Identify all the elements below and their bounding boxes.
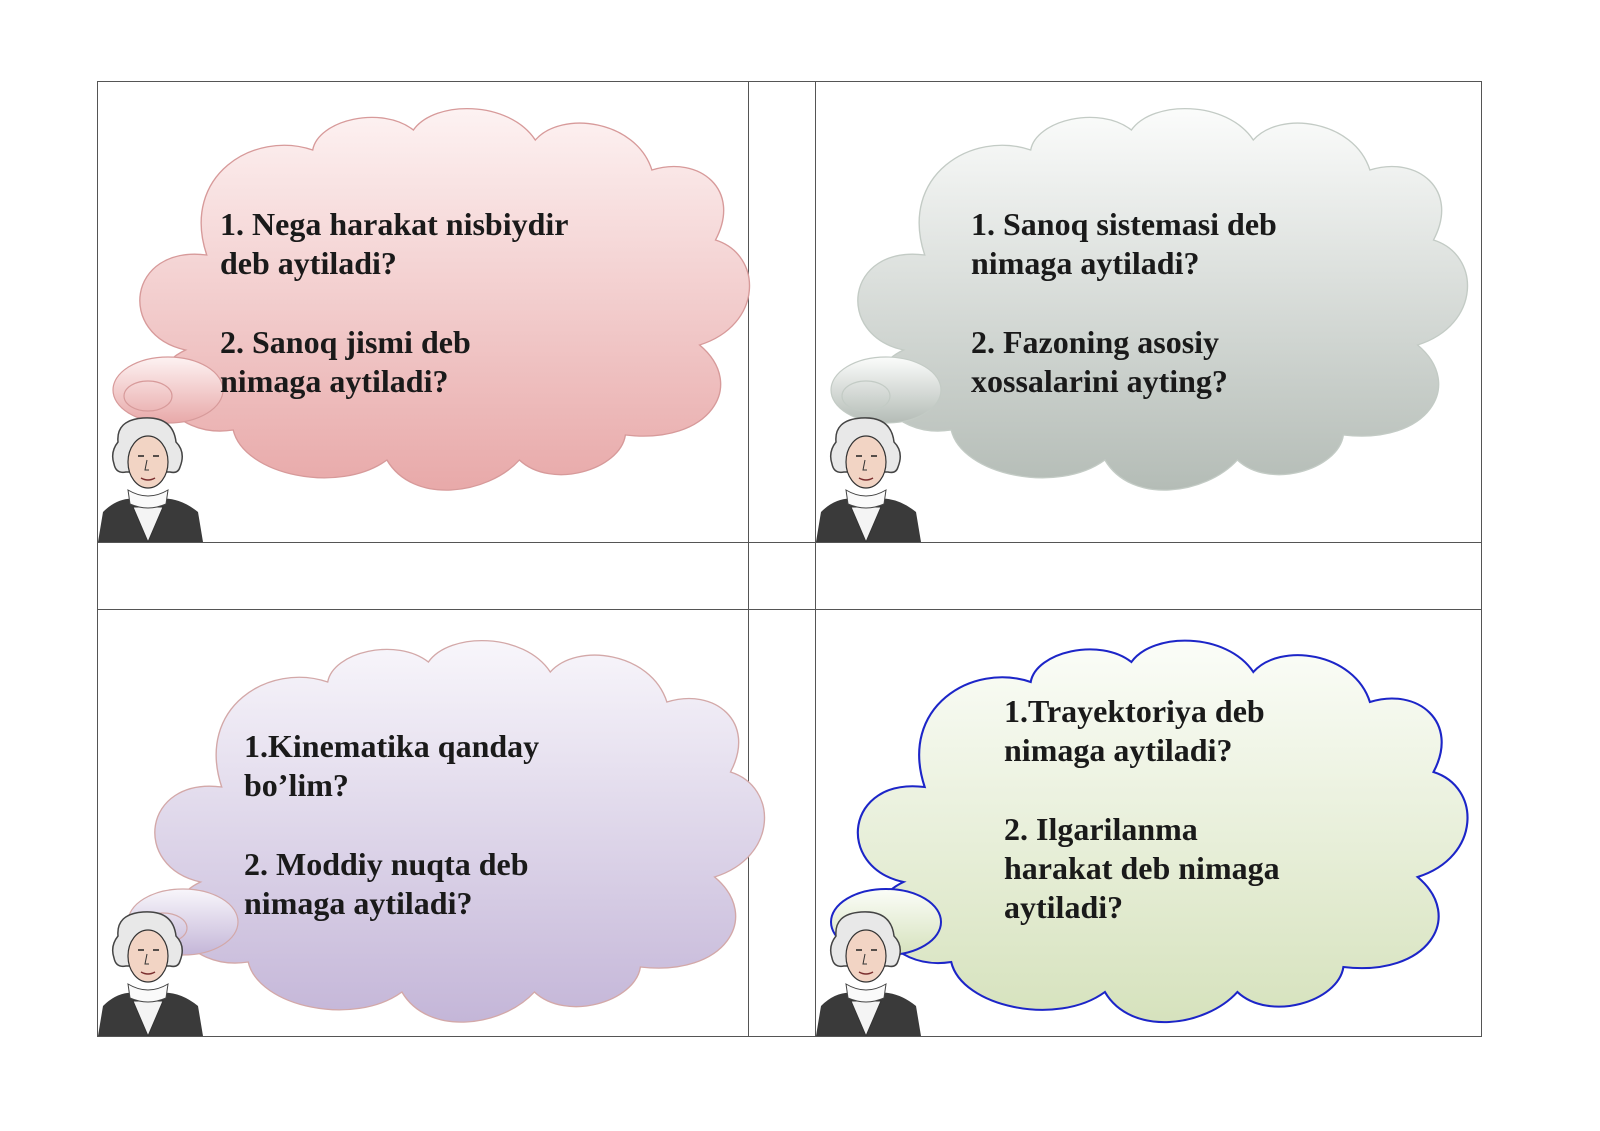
table-border-right — [1481, 81, 1482, 1037]
question-card-bottom-left — [98, 612, 748, 1034]
question-2: 2. Ilgarilanma harakat deb nimaga aytiladi? — [1004, 811, 1280, 925]
question-card-top-left — [98, 90, 748, 540]
question-text-block — [244, 727, 539, 963]
washington-portrait-icon — [98, 412, 208, 542]
table-border-col-1 — [748, 81, 749, 1037]
table-border-row-1 — [97, 542, 1482, 543]
washington-portrait-icon — [816, 906, 926, 1036]
question-text-block — [1004, 692, 1280, 967]
question-text-block — [220, 205, 568, 441]
question-1: 1. Nega harakat nisbiydir deb aytiladi? — [220, 206, 569, 281]
question-card-bottom-right — [816, 612, 1481, 1034]
table-border-bottom — [97, 1036, 1482, 1037]
question-1: 1. Sanoq sistemasi deb nimaga aytiladi? — [971, 206, 1277, 281]
question-2: 2. Fazoning asosiy xossalarini ayting? — [971, 324, 1228, 399]
question-2: 2. Sanoq jismi deb nimaga aytiladi? — [220, 324, 471, 399]
table-border-row-2 — [97, 609, 1482, 610]
question-card-top-right — [816, 90, 1481, 540]
table-border-top — [97, 81, 1482, 82]
question-text-block — [971, 205, 1277, 441]
washington-portrait-icon — [98, 906, 208, 1036]
washington-portrait-icon — [816, 412, 926, 542]
question-2: 2. Moddiy nuqta deb nimaga aytiladi? — [244, 846, 529, 921]
question-1: 1.Trayektoriya deb nimaga aytiladi? — [1004, 693, 1265, 768]
question-1: 1.Kinematika qanday bo’lim? — [244, 728, 540, 803]
